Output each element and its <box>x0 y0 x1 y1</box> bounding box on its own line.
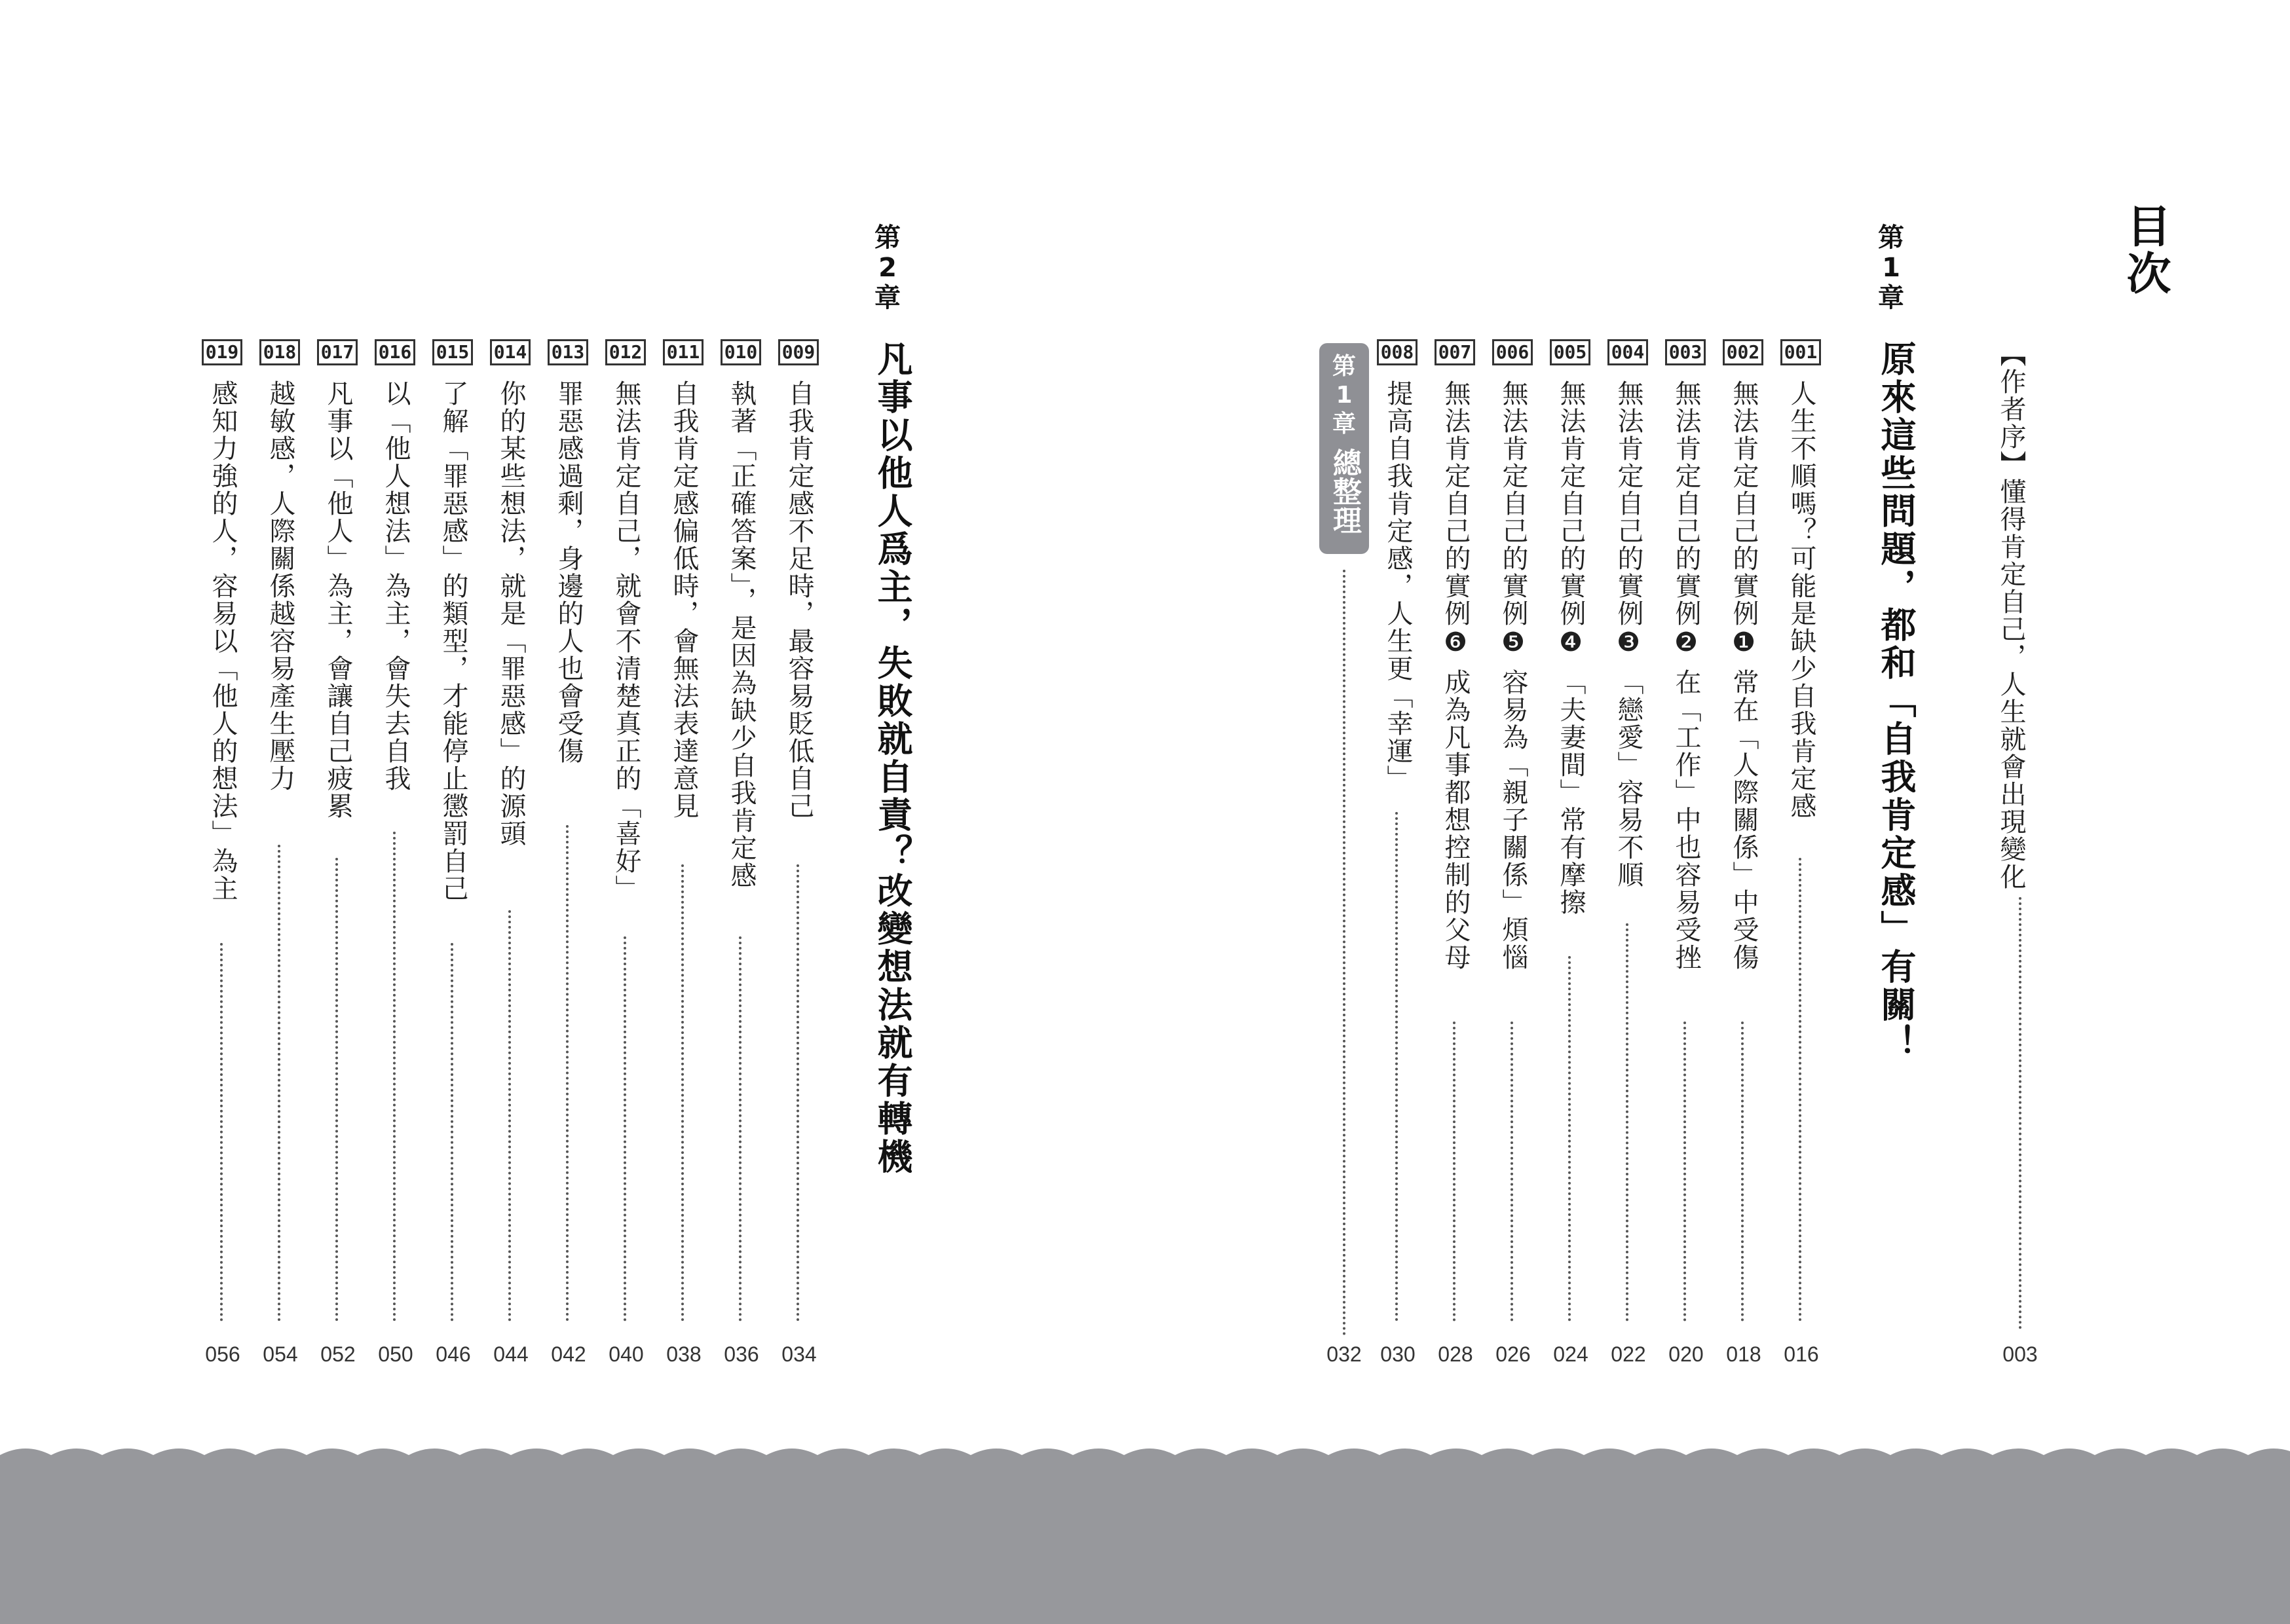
leader-dots <box>566 825 569 1321</box>
entry-text: 感知力強的人，容易以「他人的想法」為主 <box>208 380 238 902</box>
leader-dots <box>1683 1022 1686 1321</box>
leader-dots <box>220 943 223 1321</box>
entry-text: 無法肯定自己的實例❻ 成為凡事都想控制的父母 <box>1440 380 1471 971</box>
toc-entry-001[interactable] <box>1774 0 1829 1624</box>
toc-entry-018[interactable] <box>253 0 308 1624</box>
entry-number: 016 <box>375 339 415 365</box>
entry-page: 022 <box>1611 1342 1646 1366</box>
leader-dots <box>1626 923 1628 1321</box>
entry-text: 了解「罪惡感」的類型，才能停止懲罰自己 <box>438 380 468 902</box>
entry-text: 無法肯定自己的實例❶ 常在「人際關係」中受傷 <box>1729 380 1759 971</box>
entry-number: 013 <box>548 339 588 365</box>
summary-page: 032 <box>1326 1342 1362 1366</box>
entry-page: 016 <box>1784 1342 1819 1366</box>
entry-page: 024 <box>1553 1342 1588 1366</box>
leader-dots <box>335 858 338 1321</box>
toc-entry-003[interactable] <box>1659 0 1714 1624</box>
page-title: 目次 <box>2119 203 2171 297</box>
entry-number: 003 <box>1665 339 1706 365</box>
toc-entry-015[interactable] <box>426 0 481 1624</box>
entry-text: 以「他人想法」為主，會失去自我 <box>381 380 411 792</box>
entry-number: 011 <box>663 339 704 365</box>
entry-page: 054 <box>263 1342 298 1366</box>
leader-dots <box>1511 1022 1513 1321</box>
toc-entry-013[interactable] <box>541 0 596 1624</box>
entry-number: 005 <box>1550 339 1590 365</box>
leader-dots <box>508 910 511 1321</box>
toc-entry-011[interactable] <box>656 0 711 1624</box>
entry-number: 018 <box>259 339 300 365</box>
entry-number: 015 <box>432 339 473 365</box>
entry-text: 執著「正確答案」，是因為缺少自我肯定感 <box>726 380 757 889</box>
entry-page: 046 <box>436 1342 471 1366</box>
toc-entry-009[interactable] <box>772 0 827 1624</box>
entry-number: 019 <box>202 339 242 365</box>
summary-leader-dots <box>1343 570 1345 1336</box>
preface-entry[interactable] <box>1993 341 2030 891</box>
entry-number: 008 <box>1377 339 1417 365</box>
entry-text: 自我肯定感不足時，最容易貶低自己 <box>784 380 814 820</box>
entry-text: 自我肯定感偏低時，會無法表達意見 <box>669 380 699 820</box>
leader-dots <box>1453 1022 1455 1321</box>
entry-number: 006 <box>1492 339 1533 365</box>
toc-entry-012[interactable] <box>599 0 654 1624</box>
entry-page: 038 <box>666 1342 702 1366</box>
entry-page: 042 <box>551 1342 586 1366</box>
preface-page: 003 <box>2002 1342 2038 1366</box>
entry-text: 無法肯定自己的實例❸ 「戀愛」容易不順 <box>1613 380 1643 889</box>
entry-page: 056 <box>205 1342 240 1366</box>
toc-entry-005[interactable] <box>1543 0 1598 1624</box>
entry-number: 002 <box>1723 339 1763 365</box>
entry-page: 028 <box>1438 1342 1473 1366</box>
entry-page: 052 <box>320 1342 356 1366</box>
entry-page: 036 <box>724 1342 759 1366</box>
chapter1-title: 原來這些問題，都和「自我肯定感」有關！ <box>1875 341 1917 1062</box>
leader-dots <box>797 864 799 1321</box>
entry-page: 026 <box>1495 1342 1531 1366</box>
toc-entry-014[interactable] <box>483 0 538 1624</box>
entry-text: 無法肯定自己的實例❹ 「夫妻間」常有摩擦 <box>1556 380 1586 916</box>
toc-entry-006[interactable] <box>1486 0 1541 1624</box>
wave-shape <box>0 1449 2290 1624</box>
toc-entry-010[interactable] <box>714 0 769 1624</box>
entry-text: 無法肯定自己，就會不清楚真正的「喜好」 <box>611 380 641 902</box>
leader-dots <box>1741 1022 1744 1321</box>
entry-number: 012 <box>605 339 646 365</box>
entry-text: 越敏感，人際關係越容易產生壓力 <box>265 380 295 792</box>
toc-entry-004[interactable] <box>1601 0 1656 1624</box>
leader-dots <box>624 936 626 1321</box>
entry-number: 007 <box>1435 339 1475 365</box>
toc-entry-019[interactable] <box>195 0 250 1624</box>
toc-entry-017[interactable] <box>310 0 366 1624</box>
toc-entry-016[interactable] <box>368 0 423 1624</box>
leader-dots <box>1395 812 1398 1321</box>
chapter2-title: 凡事以他人爲主，失敗就自責？改變想法就有轉機 <box>872 341 913 1176</box>
toc-entry-002[interactable] <box>1716 0 1771 1624</box>
leader-dots <box>393 832 396 1321</box>
entry-text: 罪惡感過剩，身邊的人也會受傷 <box>554 380 584 765</box>
entry-text: 無法肯定自己的實例❷ 在「工作」中也容易受挫 <box>1671 380 1701 971</box>
entry-text: 無法肯定自己的實例❺ 容易為「親子關係」煩惱 <box>1498 380 1528 971</box>
entry-text: 人生不順嗎？可能是缺少自我肯定感 <box>1786 380 1816 820</box>
preface-leader-dots <box>2019 897 2021 1329</box>
wave-footer-decoration <box>0 1441 2290 1624</box>
chapter2-label: 第 2 章 <box>874 223 901 313</box>
chapter1-summary-badge[interactable]: 第 1 章 總整理 <box>1319 343 1369 554</box>
entry-number: 017 <box>317 339 358 365</box>
toc-entry-008[interactable] <box>1370 0 1425 1624</box>
entry-page: 030 <box>1380 1342 1416 1366</box>
entry-text: 你的某些想法，就是「罪惡感」的源頭 <box>496 380 526 847</box>
leader-dots <box>1568 956 1571 1321</box>
entry-number: 001 <box>1780 339 1821 365</box>
entry-page: 034 <box>781 1342 817 1366</box>
entry-number: 014 <box>490 339 531 365</box>
leader-dots <box>681 864 684 1321</box>
summary-text: 總整理 <box>1328 448 1361 534</box>
entry-page: 044 <box>493 1342 529 1366</box>
entry-page: 040 <box>609 1342 644 1366</box>
chapter1-label: 第 1 章 <box>1878 223 1904 313</box>
entry-text: 凡事以「他人」為主，會讓自己疲累 <box>323 380 353 820</box>
preface-text: 【作者序】懂得肯定自己，人生就會出現變化 <box>1996 341 2026 891</box>
entry-number: 004 <box>1607 339 1648 365</box>
entry-number: 009 <box>778 339 819 365</box>
leader-dots <box>451 943 453 1321</box>
entry-text: 提高自我肯定感，人生更「幸運」 <box>1383 380 1413 792</box>
entry-number: 010 <box>721 339 761 365</box>
entry-page: 018 <box>1726 1342 1761 1366</box>
entry-page: 050 <box>378 1342 413 1366</box>
entry-page: 020 <box>1668 1342 1704 1366</box>
leader-dots <box>739 936 741 1321</box>
leader-dots <box>1799 858 1801 1321</box>
toc-entry-007[interactable] <box>1428 0 1483 1624</box>
leader-dots <box>278 845 280 1321</box>
